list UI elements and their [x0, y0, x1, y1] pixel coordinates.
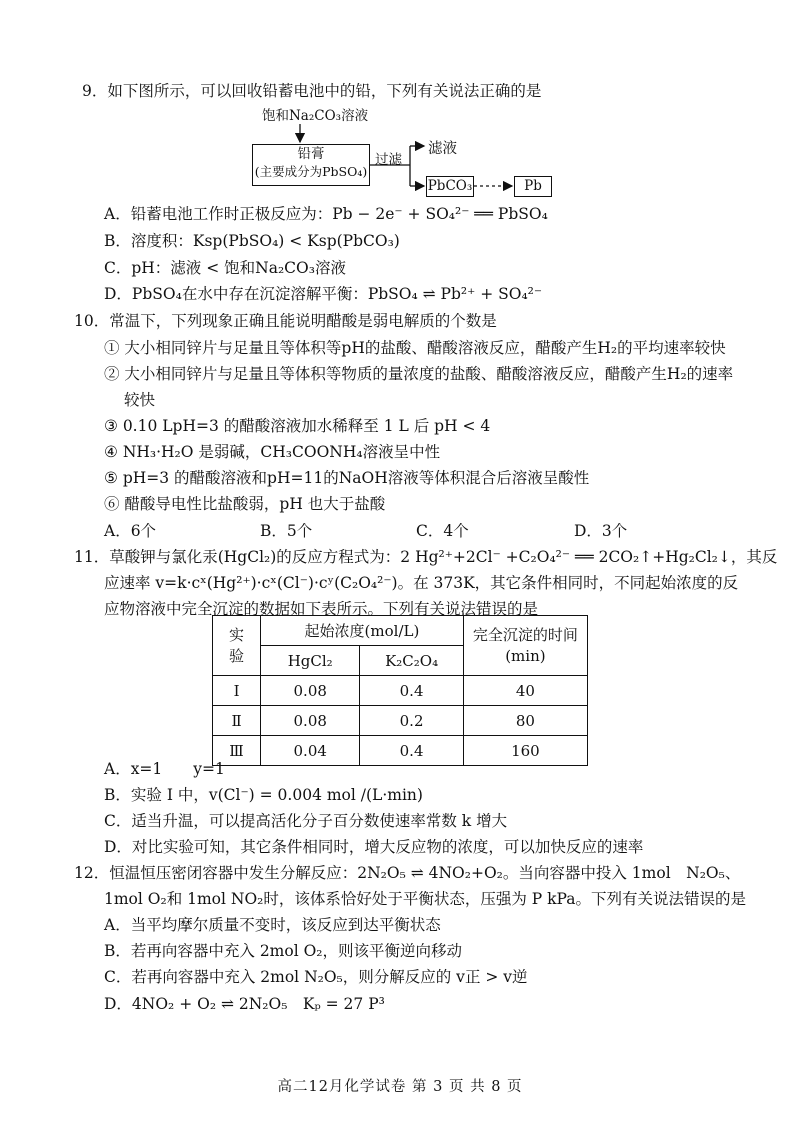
q9-option-c: C．pH：滤液 < 饱和Na₂CO₃溶液 [104, 259, 346, 277]
q9-option-b: B．溶度积：Ksp(PbSO₄) < Ksp(PbCO₃) [104, 232, 400, 250]
q12-option-a: A．当平均摩尔质量不变时，该反应到达平衡状态 [104, 916, 441, 934]
q10-item-2: ② 大小相同锌片与足量且等体积等物质的量浓度的盐酸、醋酸溶液反应，醋酸产生H₂的速率 [104, 365, 734, 383]
header-exp-1: 实 [229, 625, 245, 644]
q11-option-c: C．适当升温，可以提高活化分子百分数使速率常数 k 增大 [104, 812, 508, 830]
table-row [213, 736, 588, 766]
q9-filter-label: 过滤 [375, 152, 402, 168]
q9-stem: 9．如下图所示，可以回收铅蓄电池中的铅，下列有关说法正确的是 [82, 82, 542, 100]
row-k2c2o4: 0.2 [360, 706, 463, 736]
table-header-row [213, 616, 588, 646]
q9-box-pbco3: PbCO₃ [426, 176, 474, 197]
row-time: 80 [463, 706, 587, 736]
q10-option-c: C．4个 [416, 522, 469, 540]
row-id: Ⅲ [213, 736, 261, 766]
q11-option-a: A．x=1 y=1 [104, 760, 225, 778]
q9-option-d: D．PbSO₄在水中存在沉淀溶解平衡：PbSO₄ ⇌ Pb²⁺ + SO₄²⁻ [104, 285, 543, 303]
q10-option-a: A．6个 [104, 522, 157, 540]
row-hgcl2: 0.08 [261, 706, 360, 736]
header-k2c2o4: K₂C₂O₄ [360, 646, 463, 676]
q11-stem-2: 应速率 v=k·cˣ(Hg²⁺)·cˣ(Cl⁻)·cʸ(C₂O₄²⁻)。在 373K，其它条件相同时，不同起始浓度的反 [104, 574, 739, 592]
q10-option-d: D．3个 [574, 522, 628, 540]
header-initial-conc: 起始浓度(mol/L) [261, 616, 464, 646]
q11-stem-3: 应物溶液中完全沉淀的数据如下表所示。下列有关说法错误的是 [104, 600, 539, 618]
q12-stem-2: 1mol O₂和 1mol NO₂时，该体系恰好处于平衡状态，压强为 P kPa。下列有关说法错误的是 [104, 890, 747, 908]
row-hgcl2: 0.04 [261, 736, 360, 766]
row-k2c2o4: 0.4 [360, 676, 463, 706]
table-row [213, 676, 588, 706]
header-time [463, 616, 587, 676]
row-id: Ⅰ [213, 676, 261, 706]
q10-stem: 10．常温下，下列现象正确且能说明醋酸是弱电解质的个数是 [74, 312, 497, 330]
q10-item-3: ③ 0.10 LpH=3 的醋酸溶液加水稀释至 1 L 后 pH < 4 [104, 417, 491, 435]
q10-item-4: ④ NH₃·H₂O 是弱碱，CH₃COONH₄溶液呈中性 [104, 443, 441, 461]
q9-box-pb: Pb [514, 176, 552, 197]
box-line1: 铅膏 [297, 146, 325, 162]
row-time: 160 [463, 736, 587, 766]
q10-item-6: ⑥ 醋酸导电性比盐酸弱，pH 也大于盐酸 [104, 495, 386, 513]
row-hgcl2: 0.08 [261, 676, 360, 706]
row-id: Ⅱ [213, 706, 261, 736]
header-time-1: 完全沉淀的时间 [472, 625, 578, 644]
box-line2: (主要成分为PbSO₄) [254, 164, 368, 179]
q10-option-b: B．5个 [260, 522, 313, 540]
q12-option-b: B．若再向容器中充入 2mol O₂，则该平衡逆向移动 [104, 942, 463, 960]
q10-item-1: ① 大小相同锌片与足量且等体积等pH的盐酸、醋酸溶液反应，醋酸产生H₂的平均速率较快 [104, 339, 726, 357]
header-exp-2: 验 [229, 646, 245, 665]
q10-item-5: ⑤ pH=3 的醋酸溶液和pH=11的NaOH溶液等体积混合后溶液呈酸性 [104, 469, 590, 487]
page-footer: 高二12月化学试卷 第 3 页 共 8 页 [277, 1079, 523, 1095]
q9-filtrate-label: 滤液 [428, 141, 457, 157]
header-experiment [213, 616, 261, 676]
table-row [213, 706, 588, 736]
q11-data-table [212, 615, 588, 766]
q12-option-c: C．若再向容器中充入 2mol N₂O₅，则分解反应的 v正 > v逆 [104, 968, 528, 986]
header-time-2: (min) [505, 646, 546, 665]
row-time: 40 [463, 676, 587, 706]
q9-option-a: A．铅蓄电池工作时正极反应为：Pb − 2e⁻ + SO₄²⁻ ══ PbSO₄ [104, 205, 548, 223]
q9-reagent-label: 饱和Na₂CO₃溶液 [262, 108, 369, 124]
q12-option-d: D．4NO₂ + O₂ ⇌ 2N₂O₅ Kₚ = 27 P³ [104, 995, 385, 1013]
q9-flow-arrows [0, 0, 800, 220]
q12-stem-1: 12．恒温恒压密闭容器中发生分解反应：2N₂O₅ ⇌ 4NO₂+O₂。当向容器中投入 1mol N₂O₅、 [74, 864, 741, 882]
row-k2c2o4: 0.4 [360, 736, 463, 766]
q10-item-2-cont: 较快 [124, 391, 156, 409]
q9-box-lead-paste [252, 144, 370, 186]
q11-option-b: B．实验 Ⅰ 中，v(Cl⁻) = 0.004 mol /(L·min) [104, 786, 423, 804]
header-hgcl2: HgCl₂ [261, 646, 360, 676]
q11-option-d: D．对比实验可知，其它条件相同时，增大反应物的浓度，可以加快反应的速率 [104, 838, 644, 856]
q11-stem-1: 11．草酸钾与氯化汞(HgCl₂)的反应方程式为：2 Hg²⁺+2Cl⁻ +C₂O₄²⁻ ══ 2CO₂↑+Hg₂Cl₂↓，其反 [74, 548, 778, 566]
